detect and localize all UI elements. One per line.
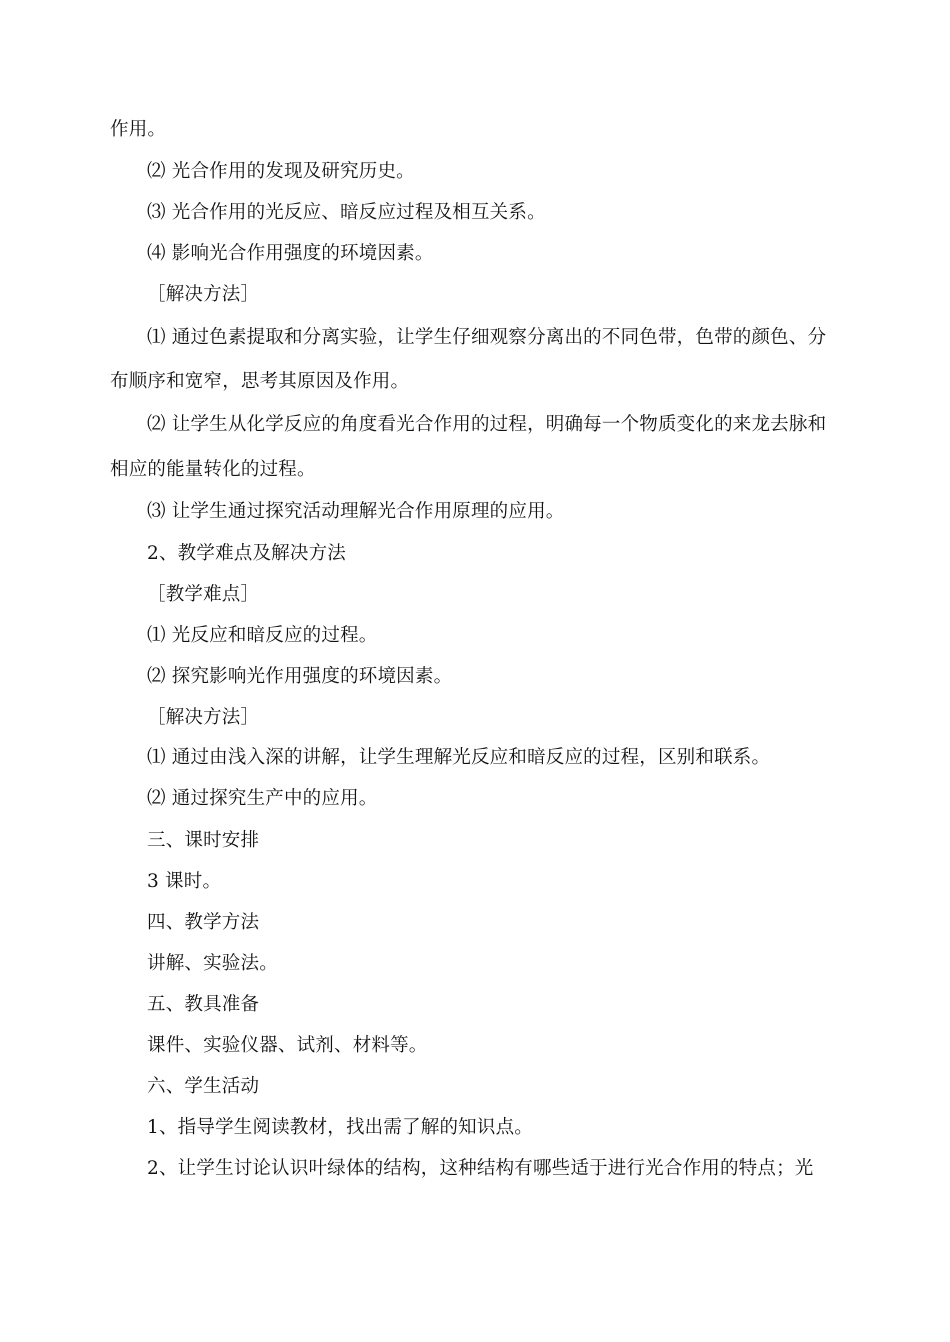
text-line: ⑵ 让学生从化学反应的角度看光合作用的过程，明确每一个物质变化的来龙去脉和 [147,414,827,435]
section-heading: 四、教学方法 [147,912,260,933]
text-line: ⑵ 通过探究生产中的应用。 [147,788,378,809]
text-line: ⑶ 让学生通过探究活动理解光合作用原理的应用。 [147,501,565,522]
section-heading: 五、教具准备 [147,994,260,1015]
text-line: ⑴ 通过由浅入深的讲解，让学生理解光反应和暗反应的过程，区别和联系。 [147,747,771,768]
text-line: 课件、实验仪器、试剂、材料等。 [147,1035,428,1056]
text-line: 2、让学生讨论认识叶绿体的结构，这种结构有哪些适于进行光合作用的特点；光 [147,1158,814,1179]
section-label: ［教学难点］ [147,584,260,605]
text-line: 讲解、实验法。 [147,953,278,974]
section-heading: 2、教学难点及解决方法 [147,543,346,564]
text-line: 1、指导学生阅读教材，找出需了解的知识点。 [147,1117,533,1138]
text-line: ⑶ 光合作用的光反应、暗反应过程及相互关系。 [147,202,546,223]
text-line: ⑵ 探究影响光作用强度的环境因素。 [147,666,453,687]
text-line: ⑵ 光合作用的发现及研究历史。 [147,161,415,182]
text-line: ⑷ 影响光合作用强度的环境因素。 [147,243,434,264]
section-heading: 六、学生活动 [147,1076,260,1097]
section-heading: 三、课时安排 [147,830,260,851]
section-label: ［解决方法］ [147,284,260,305]
text-line: 3 课时。 [147,871,222,892]
text-line: ⑴ 通过色素提取和分离实验，让学生仔细观察分离出的不同色带，色带的颜色、分 [147,327,827,348]
section-label: ［解决方法］ [147,707,260,728]
text-line: 布顺序和宽窄，思考其原因及作用。 [110,371,410,392]
text-line: 相应的能量转化的过程。 [110,459,316,480]
text-line: ⑴ 光反应和暗反应的过程。 [147,625,378,646]
text-line: 作用。 [110,119,167,140]
